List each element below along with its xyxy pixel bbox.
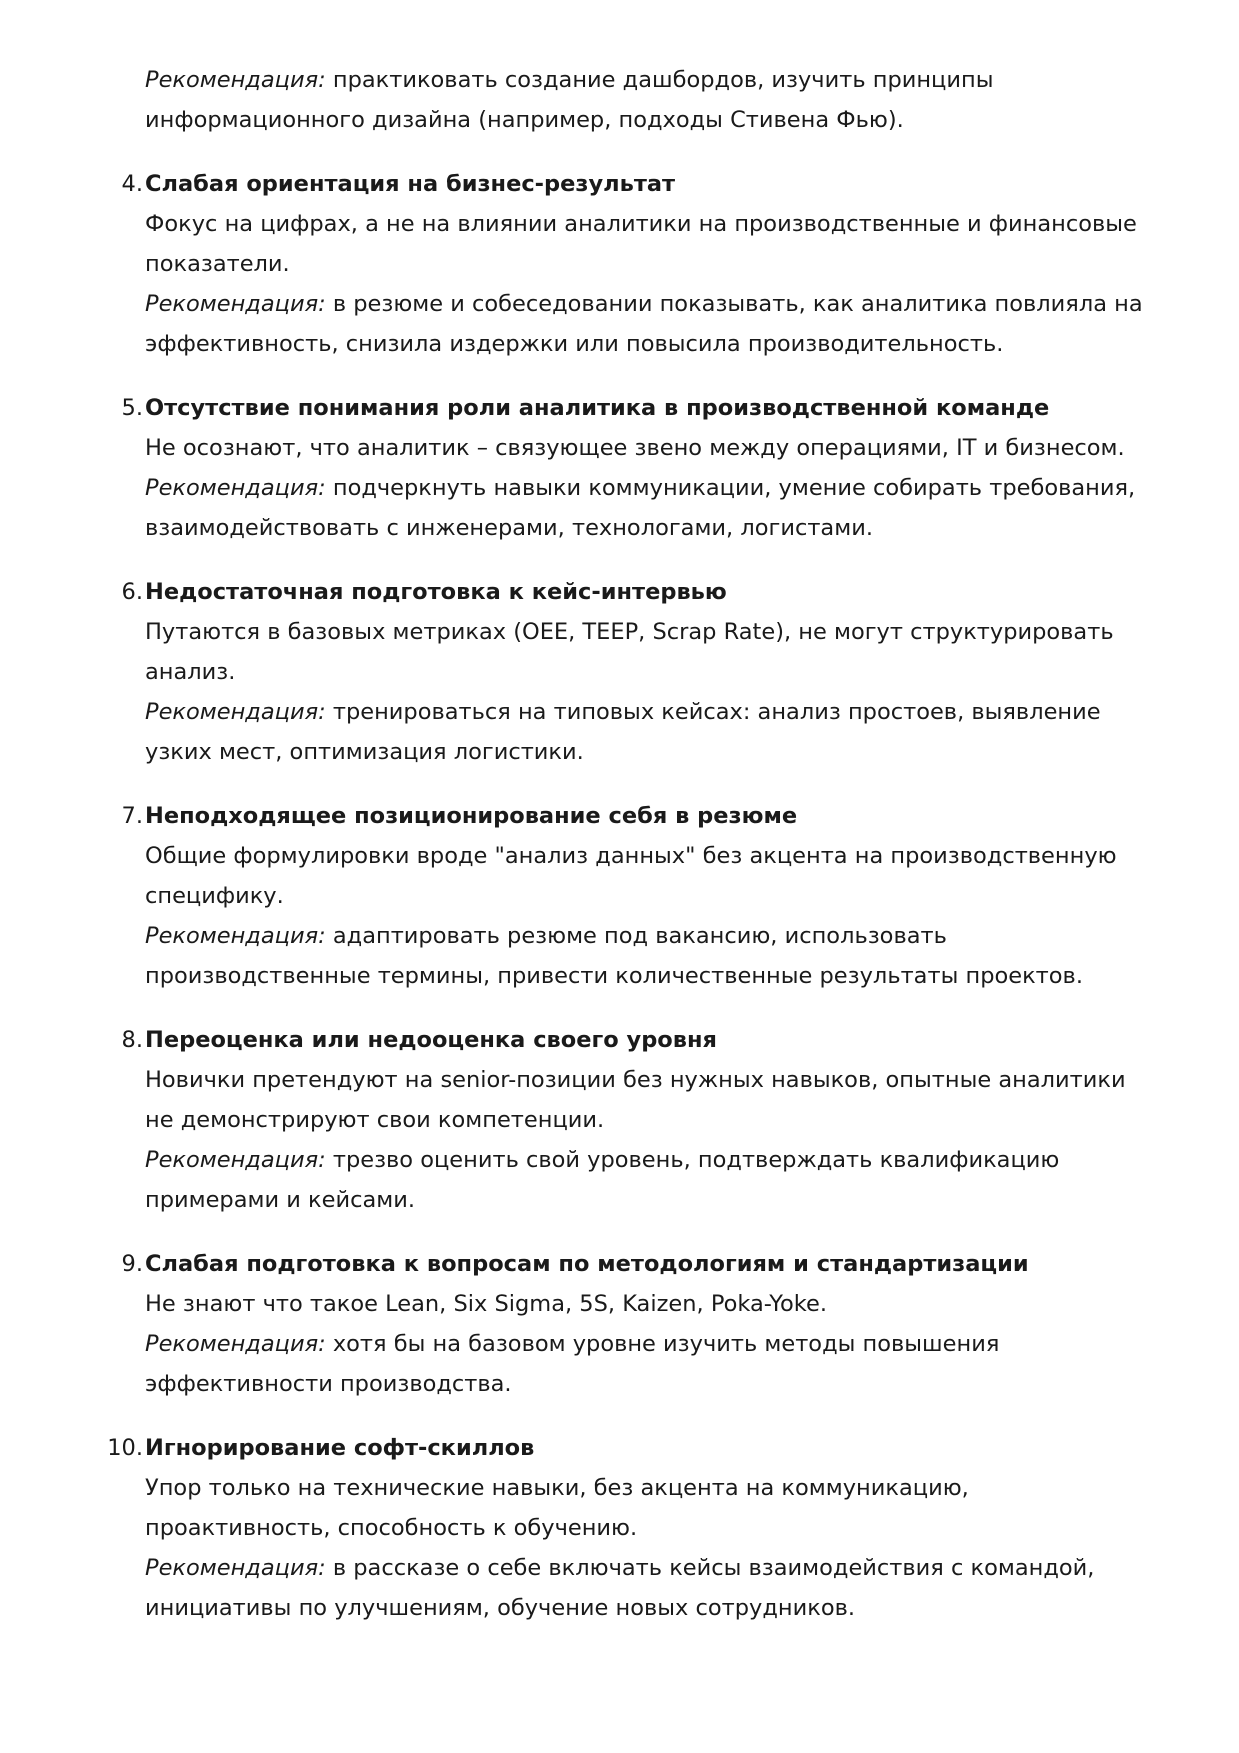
item-description: Не осознают, что аналитик – связующее звено между операциями, IT и бизнесом. <box>145 435 1125 461</box>
item-title: Неподходящее позиционирование себя в резюме <box>145 803 798 829</box>
intro-recommendation <box>145 60 1155 140</box>
item-title: Слабая подготовка к вопросам по методологиям и стандартизации <box>145 1251 1029 1277</box>
recommendation-label: Рекомендация: <box>145 291 326 317</box>
item-number: 9. <box>121 1251 143 1277</box>
recommendation-text: хотя бы на базовом уровне изучить методы повышения эффективности производства. <box>145 1331 1000 1397</box>
recommendation-label: Рекомендация: <box>145 1147 326 1173</box>
item-recommendation <box>145 1548 1155 1628</box>
item-recommendation <box>145 692 1155 772</box>
recommendation-label: Рекомендация: <box>145 67 326 93</box>
document-content <box>107 60 1155 1628</box>
item-number: 5. <box>121 395 143 421</box>
item-recommendation <box>145 1324 1155 1404</box>
item-description: Путаются в базовых метриках (OEE, TEEP, Scrap Rate), не могут структурировать анализ. <box>145 619 1114 685</box>
recommendation-label: Рекомендация: <box>145 699 326 725</box>
item-number: 6. <box>121 579 143 605</box>
item-recommendation <box>145 1140 1155 1220</box>
item-number: 10. <box>107 1435 143 1461</box>
list-item-4 <box>121 164 1155 364</box>
item-title: Отсутствие понимания роли аналитика в производственной команде <box>145 395 1050 421</box>
item-title: Слабая ориентация на бизнес-результат <box>145 171 676 197</box>
item-title: Недостаточная подготовка к кейс-интервью <box>145 579 727 605</box>
item-title: Переоценка или недооценка своего уровня <box>145 1027 717 1053</box>
list-item-5 <box>121 388 1155 548</box>
recommendation-label: Рекомендация: <box>145 923 326 949</box>
recommendation-label: Рекомендация: <box>145 1555 326 1581</box>
recommendation-label: Рекомендация: <box>145 1331 326 1357</box>
list-item-10 <box>107 1428 1155 1628</box>
item-description: Новички претендуют на senior-позиции без нужных навыков, опытные аналитики не демонстрируют свои компетенции. <box>145 1067 1126 1133</box>
item-title: Игнорирование софт-скиллов <box>145 1435 535 1461</box>
item-recommendation <box>145 916 1155 996</box>
item-description: Упор только на технические навыки, без акцента на коммуникацию, проактивность, способность к обучению. <box>145 1475 969 1541</box>
item-description: Фокус на цифрах, а не на влиянии аналитики на производственные и финансовые показатели. <box>145 211 1137 277</box>
list-item-8 <box>121 1020 1155 1220</box>
list-item-7 <box>121 796 1155 996</box>
recommendation-text: подчеркнуть навыки коммуникации, умение собирать требования, взаимодействовать с инженерами, технологами, логистами. <box>145 475 1136 541</box>
item-recommendation <box>145 468 1155 548</box>
recommendation-text: трезво оценить свой уровень, подтверждать квалификацию примерами и кейсами. <box>145 1147 1060 1213</box>
item-number: 7. <box>121 803 143 829</box>
recommendation-text: практиковать создание дашбордов, изучить принципы информационного дизайна (например, подходы Стивена Фью). <box>145 67 994 133</box>
recommendation-label: Рекомендация: <box>145 475 326 501</box>
recommendation-text: адаптировать резюме под вакансию, использовать производственные термины, привести количественные результаты проектов. <box>145 923 1083 989</box>
item-number: 4. <box>121 171 143 197</box>
recommendation-text: тренироваться на типовых кейсах: анализ простоев, выявление узких мест, оптимизация логистики. <box>145 699 1101 765</box>
recommendation-text: в рассказе о себе включать кейсы взаимодействия с командой, инициативы по улучшениям, обучение новых сотрудников. <box>145 1555 1095 1621</box>
recommendation-text: в резюме и собеседовании показывать, как аналитика повлияла на эффективность, снизила издержки или повысила производительность. <box>145 291 1143 357</box>
item-recommendation <box>145 284 1155 364</box>
item-description: Не знают что такое Lean, Six Sigma, 5S, Kaizen, Poka-Yoke. <box>145 1291 827 1317</box>
item-description: Общие формулировки вроде "анализ данных" без акцента на производственную специфику. <box>145 843 1117 909</box>
list-item-6 <box>121 572 1155 772</box>
item-number: 8. <box>121 1027 143 1053</box>
list-item-9 <box>121 1244 1155 1404</box>
